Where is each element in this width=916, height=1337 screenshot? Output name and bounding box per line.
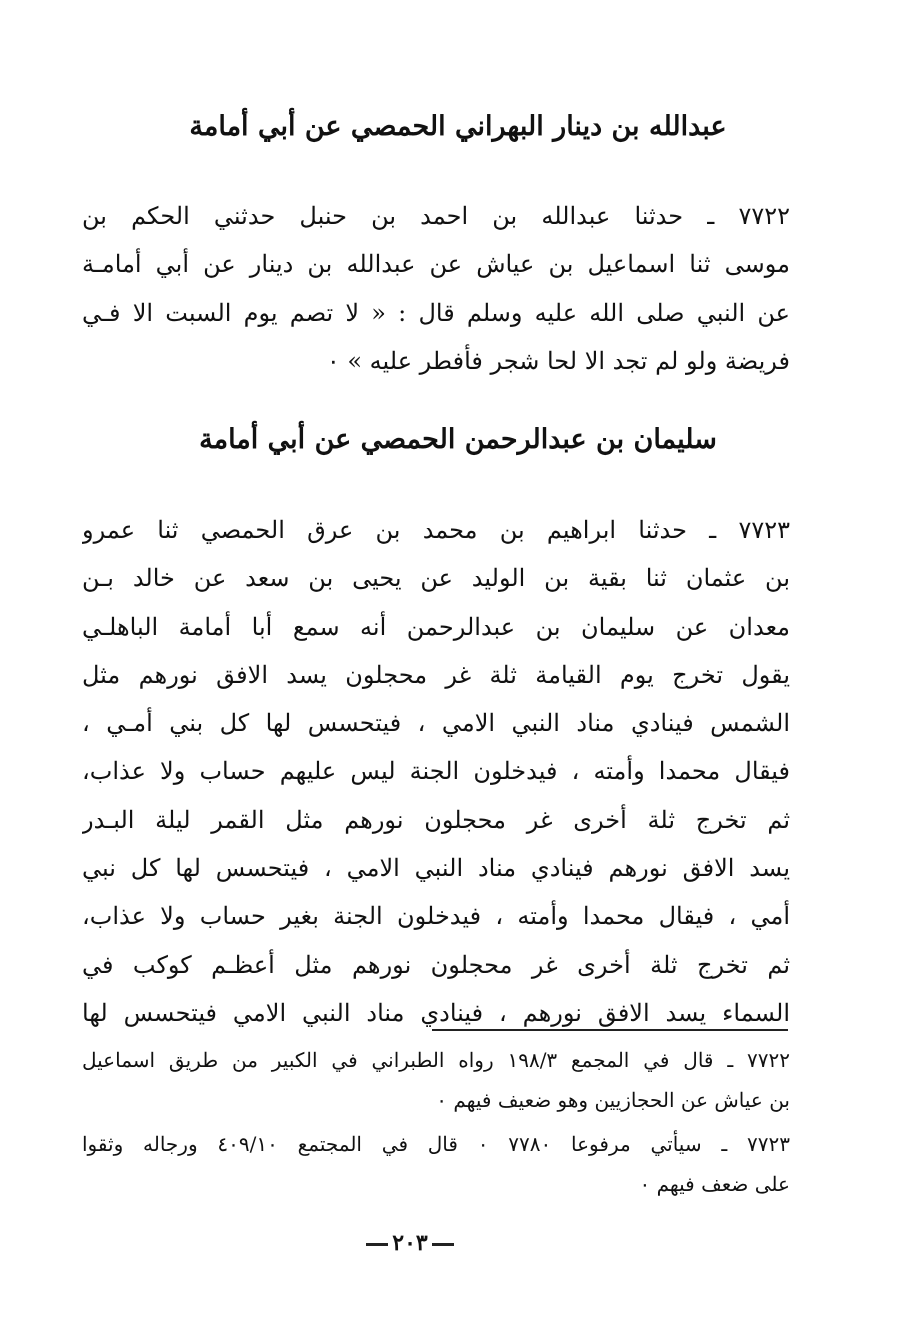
- section-heading-abdullah-bin-dinar: عبدالله بن دينار البهراني الحمصي عن أبي أمامة: [189, 111, 727, 142]
- hadith-7722-line-1: ٧٧٢٢ ـ حدثنا عبدالله بن احمد بن حنبل حدثني الحكم بن: [82, 202, 790, 230]
- hadith-7723-line-10: ثم تخرج ثلة أخرى غر محجلون نورهم مثل أعظـم كوكب في: [82, 950, 790, 979]
- footnote-7722-line-2: بن عياش عن الحجازيين وهو ضعيف فيهم ٠: [436, 1088, 790, 1112]
- hadith-7723-line-4: يقول تخرج يوم القيامة ثلة غر محجلون يسد الافق نورهم مثل: [82, 660, 790, 689]
- hadith-7723-line-5: الشمس فينادي مناد النبي الامي ، فيتحسس لها كل بني أمـي ،: [82, 709, 790, 738]
- hadith-7723-line-6: فيقال محمدا وأمته ، فيدخلون الجنة ليس عليهم حساب ولا عذاب،: [82, 757, 790, 786]
- footnote-7722: [82, 1040, 790, 1120]
- page-number-dash-left: [432, 1243, 454, 1246]
- page-number-value: ٢٠٣: [392, 1230, 428, 1256]
- hadith-7722-line-2: موسى ثنا اسماعيل بن عياش عن عبدالله بن دينار عن أبي أمامـة: [82, 250, 790, 279]
- hadith-7723-line-2: بن عثمان ثنا بقية بن الوليد عن يحيى بن سعد عن خالد بـن: [82, 564, 790, 593]
- footnote-7723-line-2: على ضعف فيهم ٠: [639, 1172, 790, 1196]
- hadith-7723-line-11: السماء يسد الافق نورهم ، فينادي مناد النبي الامي فيتحسس لها: [82, 998, 790, 1027]
- hadith-7723-line-9: أمي ، فيقال محمدا وأمته ، فيدخلون الجنة بغير حساب ولا عذاب،: [82, 902, 790, 931]
- hadith-7723-line-8: يسد الافق نورهم فينادي مناد النبي الامي ، فيتحسس لها كل نبي: [82, 854, 790, 883]
- footnote-7723-line-1: ٧٧٢٣ ـ سيأتي مرفوعا ٧٧٨٠ ٠ قال في المجتمع ٤٠٩/١٠ ورجاله وثقوا: [82, 1132, 790, 1156]
- hadith-7723-line-7: ثم تخرج ثلة أخرى غر محجلون نورهم مثل القمر ليلة البـدر: [82, 805, 790, 834]
- page-number: [340, 1228, 480, 1258]
- hadith-7723: [82, 506, 790, 1037]
- hadith-7722: [82, 192, 790, 385]
- footnote-7723: [82, 1124, 790, 1204]
- footnote-7722-line-1: ٧٧٢٢ ـ قال في المجمع ١٩٨/٣ رواه الطبراني في الكبير من طريق اسماعيل: [82, 1048, 790, 1072]
- section-heading-sulayman: سليمان بن عبدالرحمن الحمصي عن أبي أمامة: [199, 424, 717, 455]
- hadith-7723-line-1: ٧٧٢٣ ـ حدثنا ابراهيم بن محمد بن عرق الحمصي ثنا عمرو: [82, 516, 790, 544]
- hadith-7722-line-3: عن النبي صلى الله عليه وسلم قال : « لا تصم يوم السبت الا فـي: [82, 298, 790, 327]
- page-number-dash-right: [366, 1243, 388, 1246]
- hadith-7723-line-3: معدان عن سليمان بن عبدالرحمن أنه سمع أبا أمامة الباهلـي: [82, 612, 790, 641]
- hadith-7722-line-4: فريضة ولو لم تجد الا لحا شجر فأفطر عليه » ٠: [326, 346, 790, 375]
- footnote-divider: [432, 1029, 788, 1031]
